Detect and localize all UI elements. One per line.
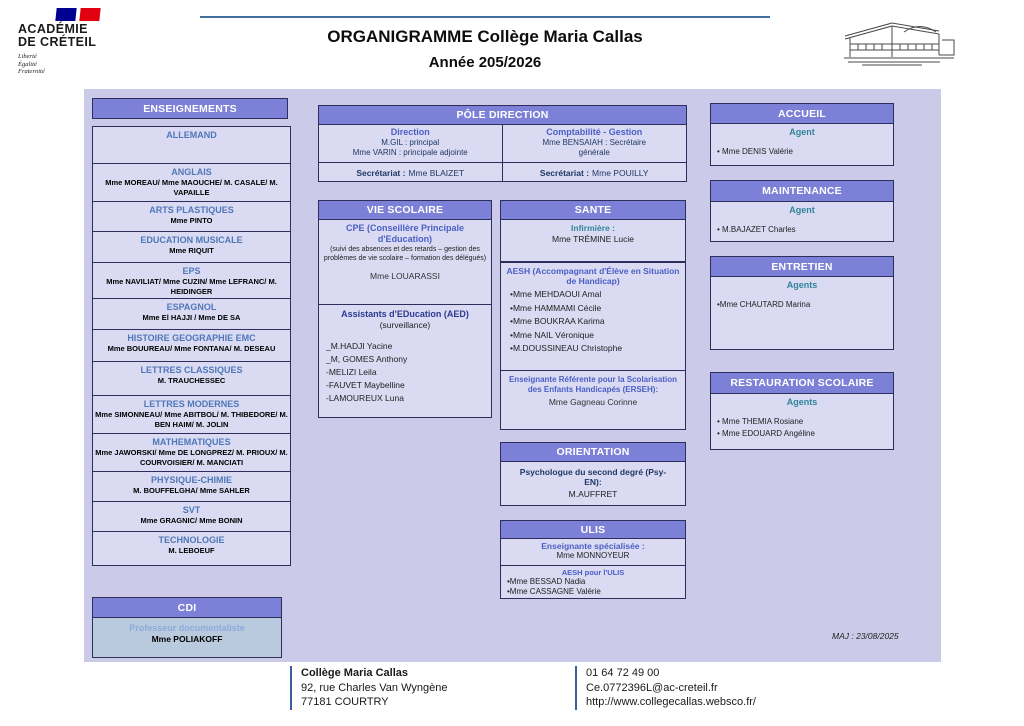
- french-flag-icon: [56, 8, 148, 21]
- page-subtitle: Année 205/2026: [428, 54, 542, 71]
- restauration-names: • Mme THEMIA Rosiane • Mme EDOUARD Angéline: [717, 417, 815, 438]
- cdi-header: CDI: [92, 597, 282, 618]
- pole-direction-section: [318, 105, 687, 182]
- subject-row-lettres-classiques: LETTRES CLASSIQUES M. TRAUCHESSEC: [93, 361, 290, 395]
- vie-scolaire-section: [318, 200, 492, 418]
- entretien-header: ENTRETIEN: [710, 256, 894, 277]
- sante-section: [500, 200, 686, 262]
- ulis-section: [500, 520, 686, 599]
- aesh-erseh-box: [500, 262, 686, 430]
- accueil-body: Agent • Mme DENIS Valérie: [710, 124, 894, 166]
- cpe-block: CPE (Conseillère Principale d'Education) (suivi des absences et des retards – gestion des problèmes de vie scolaire – formation des délégués) Mme LOUARASSI: [319, 220, 491, 305]
- entretien-names: •Mme CHAUTARD Marina: [717, 300, 811, 309]
- ulis-body: [500, 539, 686, 599]
- orientation-header: ORIENTATION: [500, 442, 686, 462]
- infirmiere-block: Infirmière : Mme TRÉMINE Lucie: [500, 220, 686, 262]
- maintenance-body: Agent • M.BAJAZET Charles: [710, 202, 894, 242]
- restauration-header: RESTAURATION SCOLAIRE: [710, 372, 894, 394]
- maintenance-names: • M.BAJAZET Charles: [717, 225, 796, 234]
- footer-phone: 01 64 72 49 00: [586, 667, 660, 679]
- orientation-body: Psychologue du second degré (Psy-EN): M.AUFFRET: [500, 462, 686, 506]
- accueil-header: ACCUEIL: [710, 103, 894, 124]
- subject-row-lettres-modernes: LETTRES MODERNES Mme SIMONNEAU/ Mme ABITBOL/ M. THIBEDORE/ M. BEN HAIM/ M. JOLIN: [93, 395, 290, 433]
- aesh-names: •Mme MEHDAOUI Amal •Mme HAMMAMI Cécile •Mme BOUKRAA Karima •Mme NAIL Véronique •M.DOUSSINEAU Christophe: [510, 289, 623, 353]
- subject-row-anglais: ANGLAIS Mme MOREAU/ Mme MAOUCHE/ M. CASALE/ M. VAPAILLE: [93, 163, 290, 201]
- subjects-list: [92, 126, 291, 566]
- direction-cell: Direction M.GIL : principal Mme VARIN : principale adjointe: [319, 125, 503, 163]
- aesh-block: AESH (Accompagnant d'Élève en Situation de Handicap) •Mme MEHDAOUI Amal •Mme HAMMAMI Cécile •Mme BOUKRAA Karima •Mme NAIL Véronique •M.DOUSSINEAU Christophe: [501, 263, 685, 371]
- pole-direction-grid: [318, 125, 687, 182]
- direction-secretariat: Secrétariat : Mme BLAIZET: [319, 163, 503, 181]
- aed-block: Assistants d'EDucation (AED) (surveillance) _M.HADJI Yacine _M, GOMES Anthony -MELIZI Leila -FAUVET Maybelline -LAMOUREUX Luna: [319, 305, 491, 417]
- footer-email: Ce.0772396L@ac-creteil.fr: [586, 681, 718, 694]
- subject-row-espagnol: ESPAGNOL Mme El HAJJI / Mme DE SA: [93, 298, 290, 329]
- entretien-body: Agents •Mme CHAUTARD Marina: [710, 277, 894, 350]
- ulis-aesh-block: AESH pour l'ULIS •Mme BESSAD Nadia •Mme CASSAGNE Valérie: [501, 566, 685, 598]
- cdi-section: [92, 597, 282, 658]
- restauration-section: [710, 372, 894, 450]
- footer-address-block: [290, 666, 447, 710]
- accueil-section: [710, 103, 894, 166]
- ulis-teacher-block: Enseignante spécialisée : Mme MONNOYEUR: [501, 539, 685, 566]
- subject-row-eps: EPS Mme NAVILIAT/ Mme CUZIN/ Mme LEFRANC/ M. HEIDINGER: [93, 262, 290, 298]
- subject-row-svt: SVT Mme GRAGNIC/ Mme BONIN: [93, 501, 290, 531]
- school-building-sketch: [842, 16, 967, 68]
- academie-logo: [18, 8, 148, 76]
- title-divider: [200, 16, 770, 18]
- pole-direction-header: PÔLE DIRECTION: [318, 105, 687, 125]
- subject-row-arts-plastiques: ARTS PLASTIQUES Mme PINTO: [93, 201, 290, 231]
- academy-name-line1: ACADÉMIE: [18, 22, 88, 36]
- last-updated-note: MAJ : 23/08/2025: [832, 631, 899, 641]
- footer-address-line1: 92, rue Charles Van Wyngène: [301, 681, 448, 694]
- footer-school-name: Collège Maria Callas: [301, 667, 408, 679]
- gestion-secretariat: Secrétariat : Mme POUILLY: [539, 168, 649, 178]
- aed-names: _M.HADJI Yacine _M, GOMES Anthony -MELIZI Leila -FAUVET Maybelline -LAMOUREUX Luna: [326, 340, 408, 403]
- cdi-body: [92, 618, 282, 658]
- footer-address-line2: 77181 COURTRY: [301, 696, 389, 708]
- vie-scolaire-body: [318, 220, 492, 418]
- orientation-section: [500, 442, 686, 506]
- sante-header: SANTE: [500, 200, 686, 220]
- enseignements-header: ENSEIGNEMENTS: [92, 98, 288, 119]
- maintenance-section: [710, 180, 894, 242]
- entretien-section: [710, 256, 894, 350]
- subject-row-physique-chimie: PHYSIQUE-CHIMIE M. BOUFFELGHA/ Mme SAHLER: [93, 471, 290, 501]
- accueil-names: • Mme DENIS Valérie: [717, 147, 794, 156]
- footer-website: http://www.collegecallas.websco.fr/: [586, 696, 756, 708]
- republic-motto: Liberté Égalité Fraternité: [18, 53, 45, 75]
- restauration-body: Agents • Mme THEMIA Rosiane • Mme EDOUARD Angéline: [710, 394, 894, 450]
- maintenance-header: MAINTENANCE: [710, 180, 894, 202]
- footer-contact-block: [575, 666, 756, 710]
- cdi-name: Mme POLIAKOFF: [151, 634, 223, 644]
- academy-name-line2: DE CRÉTEIL: [18, 35, 97, 49]
- ulis-aesh-names: •Mme BESSAD Nadia •Mme CASSAGNE Valérie: [507, 577, 601, 596]
- subject-row-histoire-geo: HISTOIRE GEOGRAPHIE EMC Mme BOUUREAU/ Mme FONTANA/ M. DESEAU: [93, 329, 290, 361]
- gestion-cell: Comptabilité - Gestion Mme BENSAIAH : Secrétaire générale: [503, 125, 687, 163]
- page-title: ORGANIGRAMME Collège Maria Callas: [327, 27, 643, 46]
- subject-row-allemand: ALLEMAND: [166, 130, 217, 140]
- cdi-role: Professeur documentaliste: [129, 623, 245, 633]
- subject-row-technologie: TECHNOLOGIE M. LEBOEUF: [93, 531, 290, 565]
- vie-scolaire-header: VIE SCOLAIRE: [318, 200, 492, 220]
- subject-row-mathematiques: MATHEMATIQUES Mme JAWORSKI/ Mme DE LONGPREZ/ M. PRIOUX/ M. COURVOISIER/ M. MANCIATI: [93, 433, 290, 471]
- subject-row-education-musicale: EDUCATION MUSICALE Mme RIQUIT: [93, 231, 290, 262]
- ulis-header: ULIS: [500, 520, 686, 539]
- erseh-block: Enseignante Référente pour la Scolarisation des Enfants Handicapés (ERSEH): Mme Gagneau Corinne: [508, 375, 678, 407]
